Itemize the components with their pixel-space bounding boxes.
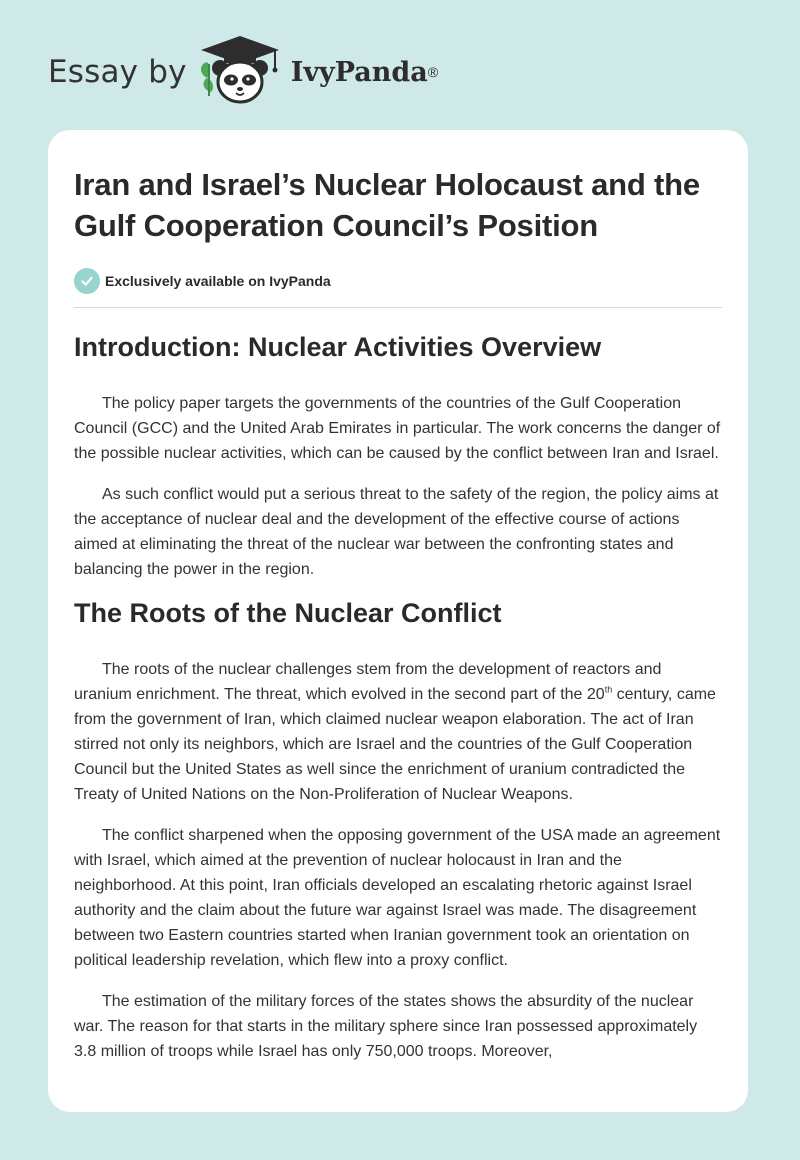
site-header-logo[interactable] [48,36,438,108]
brand-name: IvyPanda [290,56,428,88]
ordinal-superscript: th [604,684,613,695]
body-paragraph: The policy paper targets the governments of the countries of the Gulf Cooperation Council (GCC) and the United Arab Emirates in particular. The work concerns the danger of the possible nuclear activities, which can be caused by the conflict between Iran and Israel. [74,395,721,462]
section-heading-introduction: Introduction: Nuclear Activities Overview [74,332,602,362]
body-paragraph: The estimation of the military forces of the states shows the absurdity of the nuclear war. The reason for that starts in the military sphere since Iran possessed approximately 3.8 million of troops while Israel has only 750,000 troops. Moreover, [74,993,698,1060]
body-paragraph: The conflict sharpened when the opposing government of the USA made an agreement with Israel, which aimed at the prevention of nuclear holocaust in Iran and the neighborhood. At this point, Iran officials developed an escalating rhetoric against Israel authority and the claim about the future war against Israel was made. The disagreement between two Eastern countries started when Iranian government took an orientation on political leadership revelation, which flew into a proxy conflict. [74,827,721,969]
essay-card [48,130,748,1112]
registered-mark: ® [427,64,439,80]
exclusive-badge [74,268,722,294]
page-title: Iran and Israel’s Nuclear Holocaust and the Gulf Cooperation Council’s Position [74,167,700,243]
title-divider [74,307,722,308]
brand-prefix: Essay by [48,54,187,90]
body-paragraph: As such conflict would put a serious threat to the safety of the region, the policy aims at the acceptance of nuclear deal and the development of the effective course of actions aimed at eliminating the threat of the nuclear war between the confronting states and balancing the power in the region. [74,486,719,578]
section-heading-roots: The Roots of the Nuclear Conflict [74,598,502,628]
panda-mascot-icon [195,34,285,111]
checkmark-icon [74,268,100,294]
body-paragraph [74,657,722,807]
exclusive-badge-label: Exclusively available on IvyPanda [105,273,331,289]
paragraph-text: The roots of the nuclear challenges stem from the development of reactors and uranium enrichment. The threat, which evolved in the second part of the 20 [74,661,662,703]
paragraph-text: century, came from the government of Iran, which claimed nuclear weapon elaboration. The act of Iran stirred not only its neighbors, which are Israel and the countries of the Gulf Cooperation Council but the United States as well since the enrichment of uranium contradicted the Treaty of United Nations on the Non-Proliferation of Nuclear Weapons. [74,686,716,803]
